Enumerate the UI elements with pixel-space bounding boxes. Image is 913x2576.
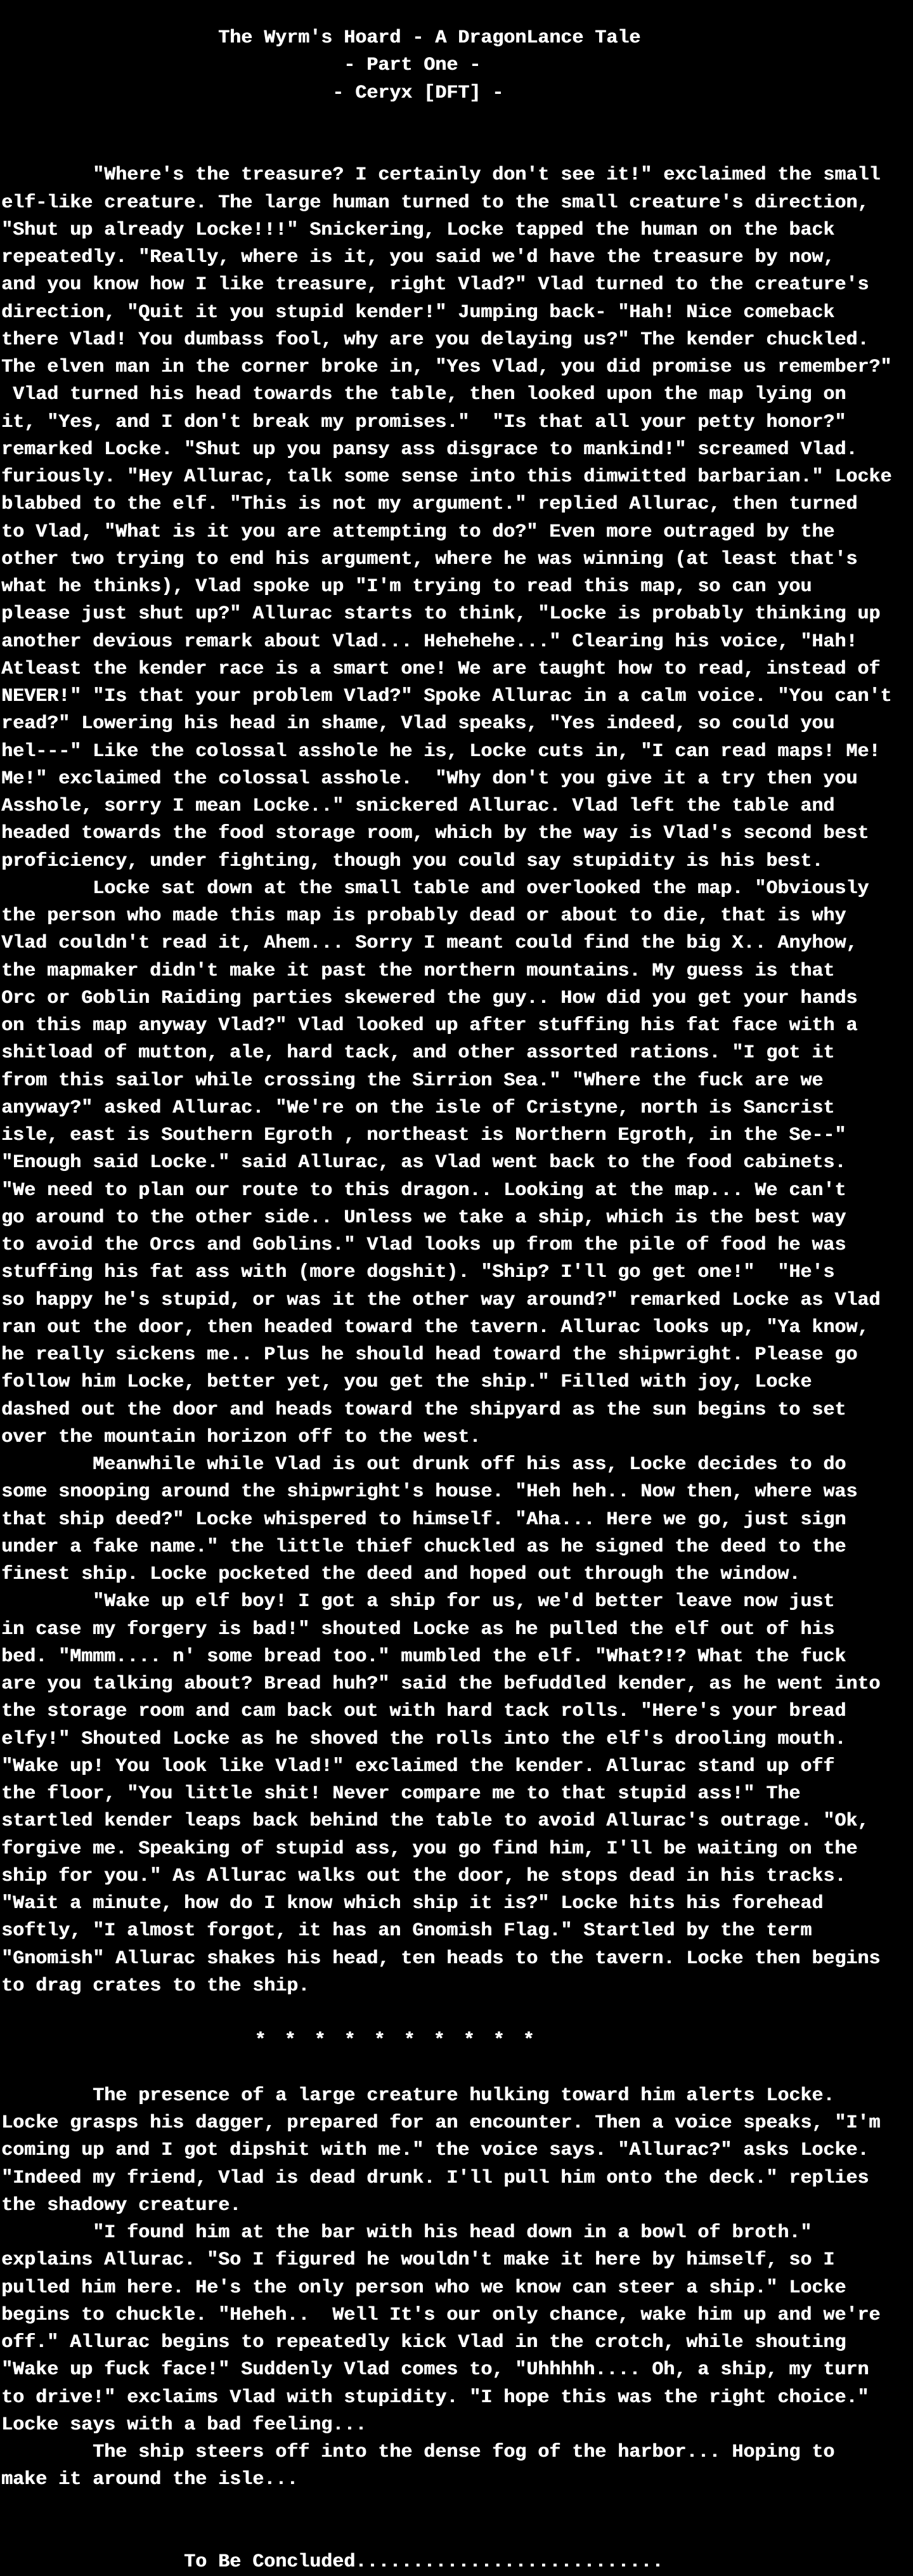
text-line: Asshole, sorry I mean Locke.." snickered Allurac. Vlad left the table and [1, 795, 835, 817]
text-line: isle, east is Southern Egroth , northeast is Northern Egroth, in the Se--" [1, 1125, 846, 1146]
text-line: what he thinks), Vlad spoke up "I'm trying to read this map, so can you [1, 576, 812, 598]
text-line: anyway?" asked Allurac. "We're on the isle of Cristyne, north is Sancrist [1, 1097, 835, 1119]
text-line: the floor, "You little shit! Never compare me to that stupid ass!" The [1, 1783, 801, 1805]
text-line: elfy!" Shouted Locke as he shoved the rolls into the elf's drooling mouth. [1, 1728, 846, 1750]
text-line [1, 2494, 913, 2521]
text-line: proficiency, under fighting, though you could say stupidity is his best. [1, 850, 824, 872]
story-document [1, 25, 913, 2576]
text-line: blabbed to the elf. "This is not my argument." replied Allurac, then turned [1, 494, 858, 516]
text-line: begins to chuckle. "Heheh.. Well It's our only chance, wake him up and we're [1, 2304, 881, 2326]
text-line: hel---" Like the colossal asshole he is, Locke cuts in, "I can read maps! Me! [1, 740, 881, 762]
text-line: ship for you." As Allurac walks out the door, he stops dead in his tracks. [1, 1865, 846, 1887]
text-line: headed towards the food storage room, which by the way is Vlad's second best [1, 823, 869, 845]
text-line: explains Allurac. "So I figured he wouldn't make it here by himself, so I [1, 2249, 835, 2272]
text-line: The ship steers off into the dense fog of the harbor... Hoping to [1, 2442, 835, 2463]
text-line: Locke grasps his dagger, prepared for an encounter. Then a voice speaks, "I'm [1, 2112, 881, 2134]
text-line: that ship deed?" Locke whispered to himself. "Aha... Here we go, just sign [1, 1508, 846, 1531]
text-line: the shadowy creature. [1, 2194, 242, 2216]
text-line: bed. "Mmmm.... n' some bread too." mumbled the elf. "What?!? What the fuck [1, 1645, 846, 1668]
text-line [1, 2000, 913, 2027]
text-line: Locke says with a bad feeling... [1, 2414, 367, 2436]
text-line: off." Allurac begins to repeatedly kick Vlad in the crotch, while shouting [1, 2332, 846, 2353]
text-line: go around to the other side.. Unless we take a ship, which is the best way [1, 1206, 846, 1229]
text-line: another devious remark about Vlad... Hehehehe..." Clearing his voice, "Hah! [1, 631, 858, 653]
text-line: ran out the door, then headed toward the tavern. Allurac looks up, "Ya know, [1, 1316, 869, 1338]
text-line: over the mountain horizon off to the west. [1, 1426, 481, 1448]
text-line: the mapmaker didn't make it past the northern mountains. My guess is that [1, 960, 835, 982]
text-line: "Wait a minute, how do I know which ship it is?" Locke hits his forehead [1, 1893, 824, 1914]
text-line: on this map anyway Vlad?" Vlad looked up after stuffing his fat face with a [1, 1015, 858, 1036]
text-line: there Vlad! You dumbass fool, why are you delaying us?" The kender chuckled. [1, 329, 869, 351]
text-line: softly, "I almost forgot, it has an Gnomish Flag." Startled by the term [1, 1920, 812, 1942]
text-line: some snooping around the shipwright's house. "Heh heh.. Now then, where was [1, 1481, 858, 1503]
text-line: "Gnomish" Allurac shakes his head, ten heads to the tavern. Locke then begins [1, 1947, 881, 1970]
text-line: stuffing his fat ass with (more dogshit). "Ship? I'll go get one!" "He's [1, 1262, 835, 1284]
text-line: under a fake name." the little thief chuckled as he signed the deed to the [1, 1536, 846, 1558]
page-author: - Ceryx [DFT] - [1, 82, 504, 104]
text-line: furiously. "Hey Allurac, talk some sense into this dimwitted barbarian." Locke [1, 466, 892, 488]
text-line: forgive me. Speaking of stupid ass, you go find him, I'll be waiting on the [1, 1838, 858, 1860]
text-line [1, 2521, 913, 2549]
page-subtitle: - Part One - [1, 55, 481, 77]
text-line: "Wake up fuck face!" Suddenly Vlad comes to, "Uhhhhh.... Oh, a ship, my turn [1, 2359, 869, 2381]
text-line: elf-like creature. The large human turned to the small creature's direction, [1, 192, 869, 214]
text-line: the person who made this map is probably dead or about to die, that is why [1, 905, 846, 927]
text-line: make it around the isle... [1, 2469, 299, 2491]
text-line: "I found him at the bar with his head down in a bowl of broth." [1, 2222, 812, 2244]
text-line: "Shut up already Locke!!!" Snickering, Locke tapped the human on the back [1, 219, 835, 241]
text-line: Atleast the kender race is a smart one! We are taught how to read, instead of [1, 658, 881, 680]
text-line: please just shut up?" Allurac starts to think, "Locke is probably thinking up [1, 603, 881, 625]
text-line: finest ship. Locke pocketed the deed and hoped out through the window. [1, 1564, 801, 1585]
text-line: remarked Locke. "Shut up you pansy ass disgrace to mankind!" screamed Vlad. [1, 438, 858, 461]
text-line: so happy he's stupid, or was it the other way around?" remarked Locke as Vlad [1, 1289, 881, 1311]
text-line: "Indeed my friend, Vlad is dead drunk. I'll pull him onto the deck." replies [1, 2167, 869, 2189]
separator-line: * * * * * * * * * * [1, 2030, 538, 2052]
text-line [1, 2055, 913, 2082]
text-line: "Wake up elf boy! I got a ship for us, we'd better leave now just [1, 1591, 835, 1613]
page-title: The Wyrm's Hoard - A DragonLance Tale [1, 27, 641, 49]
text-line: Vlad turned his head towards the table, then looked upon the map lying on [1, 384, 846, 406]
text-line: repeatedly. "Really, where is it, you said we'd have the treasure by now, [1, 247, 835, 268]
text-line: to avoid the Orcs and Goblins." Vlad looks up from the pile of food he was [1, 1234, 846, 1256]
text-line: direction, "Quit it you stupid kender!" Jumping back- "Hah! Nice comeback [1, 301, 835, 324]
text-line: it, "Yes, and I don't break my promises." "Is that all your petty honor?" [1, 411, 846, 433]
footer-to-be-concluded: To Be Concluded........................... [1, 2551, 664, 2573]
text-line: other two trying to end his argument, where he was winning (at least that's [1, 548, 858, 570]
text-line [1, 107, 913, 134]
text-line: Orc or Goblin Raiding parties skewered the guy.. How did you get your hands [1, 987, 858, 1009]
text-line: "Wake up! You look like Vlad!" exclaimed the kender. Allurac stand up off [1, 1755, 835, 1777]
text-line: The presence of a large creature hulking toward him alerts Locke. [1, 2084, 835, 2107]
text-line: coming up and I got dipshit with me." the voice says. "Allurac?" asks Locke. [1, 2140, 869, 2162]
text-line: dashed out the door and heads toward the shipyard as the sun begins to set [1, 1399, 846, 1421]
text-line: "Where's the treasure? I certainly don't see it!" exclaimed the small [1, 164, 881, 186]
text-line: to Vlad, "What is it you are attempting to do?" Even more outraged by the [1, 521, 835, 543]
text-line: and you know how I like treasure, right Vlad?" Vlad turned to the creature's [1, 274, 869, 296]
text-line [1, 134, 913, 162]
text-line: The elven man in the corner broke in, "Yes Vlad, you did promise us remember?" [1, 356, 892, 378]
text-line: Vlad couldn't read it, Ahem... Sorry I meant could find the big X.. Anyhow, [1, 932, 858, 955]
text-line: read?" Lowering his head in shame, Vlad speaks, "Yes indeed, so could you [1, 713, 835, 735]
text-line: to drive!" exclaims Vlad with stupidity. "I hope this was the right choice." [1, 2386, 869, 2409]
text-line: are you talking about? Bread huh?" said the befuddled kender, as he went into [1, 1673, 881, 1695]
text-line: in case my forgery is bad!" shouted Locke as he pulled the elf out of his [1, 1618, 835, 1640]
text-line: he really sickens me.. Plus he should head toward the shipwright. Please go [1, 1344, 858, 1366]
text-line: Me!" exclaimed the colossal asshole. "Why don't you give it a try then you [1, 768, 858, 790]
text-line: Locke sat down at the small table and overlooked the map. "Obviously [1, 877, 869, 899]
text-line: "We need to plan our route to this dragon.. Looking at the map... We can't [1, 1179, 846, 1201]
text-line: to drag crates to the ship. [1, 1975, 310, 1997]
text-line: startled kender leaps back behind the table to avoid Allurac's outrage. "Ok, [1, 1810, 869, 1833]
text-line: Meanwhile while Vlad is out drunk off his ass, Locke decides to do [1, 1454, 846, 1475]
text-line: "Enough said Locke." said Allurac, as Vlad went back to the food cabinets. [1, 1152, 846, 1174]
text-line: from this sailor while crossing the Sirrion Sea." "Where the fuck are we [1, 1069, 824, 1092]
text-line: pulled him here. He's the only person who we know can steer a ship." Locke [1, 2277, 846, 2299]
text-line: shitload of mutton, ale, hard tack, and other assorted rations. "I got it [1, 1042, 835, 1064]
text-line: the storage room and cam back out with hard tack rolls. "Here's your bread [1, 1701, 846, 1723]
text-line: NEVER!" "Is that your problem Vlad?" Spoke Allurac in a calm voice. "You can't [1, 686, 892, 707]
text-line: follow him Locke, better yet, you get the ship." Filled with joy, Locke [1, 1371, 812, 1394]
